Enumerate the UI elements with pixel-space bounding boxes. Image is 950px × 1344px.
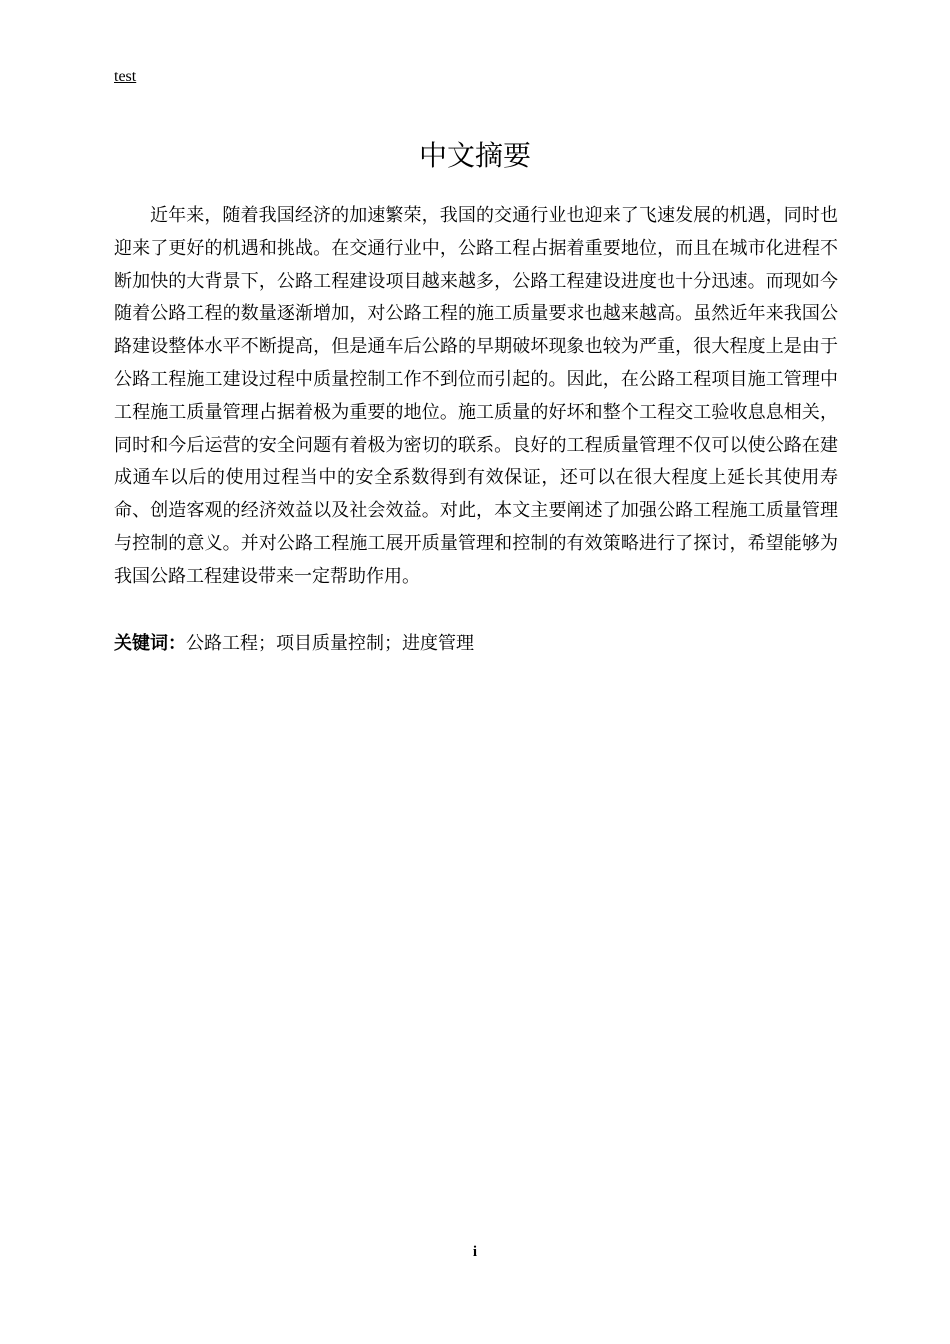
page-number: i [472,1244,478,1260]
keywords-label: 关键词： [114,633,186,654]
header-test-link[interactable]: test [114,68,137,85]
abstract-paragraph: 近年来，随着我国经济的加速繁荣，我国的交通行业也迎来了飞速发展的机遇，同时也迎来了更好的机遇和挑战。在交通行业中，公路工程占据着重要地位，而且在城市化进程不断加快的大背景下，公路工程建设项目越来越多，公路工程建设进度也十分迅速。而现如今随着公路工程的数量逐渐增加，对公路工程的施工质量要求也越来越高。虽然近年来我国公路建设整体水平不断提高，但是通车后公路的早期破坏现象也较为严重，很大程度上是由于公路工程施工建设过程中质量控制工作不到位而引起的。因此，在公路工程项目施工管理中工程施工质量管理占据着极为重要的地位。施工质量的好坏和整个工程交工验收息息相关，同时和今后运营的安全问题有着极为密切的联系。良好的工程质量管理不仅可以使公路在建成通车以后的使用过程当中的安全系数得到有效保证，还可以在很大程度上延长其使用寿命、创造客观的经济效益以及社会效益。对此，本文主要阐述了加强公路工程施工质量管理与控制的意义。并对公路工程施工展开质量管理和控制的有效策略进行了探讨，希望能够为我国公路工程建设带来一定帮助作用。 [114,205,838,587]
keywords-text: 公路工程；项目质量控制；进度管理 [186,633,474,654]
keywords-line [114,628,838,660]
page-title: 中文摘要 [418,139,531,172]
